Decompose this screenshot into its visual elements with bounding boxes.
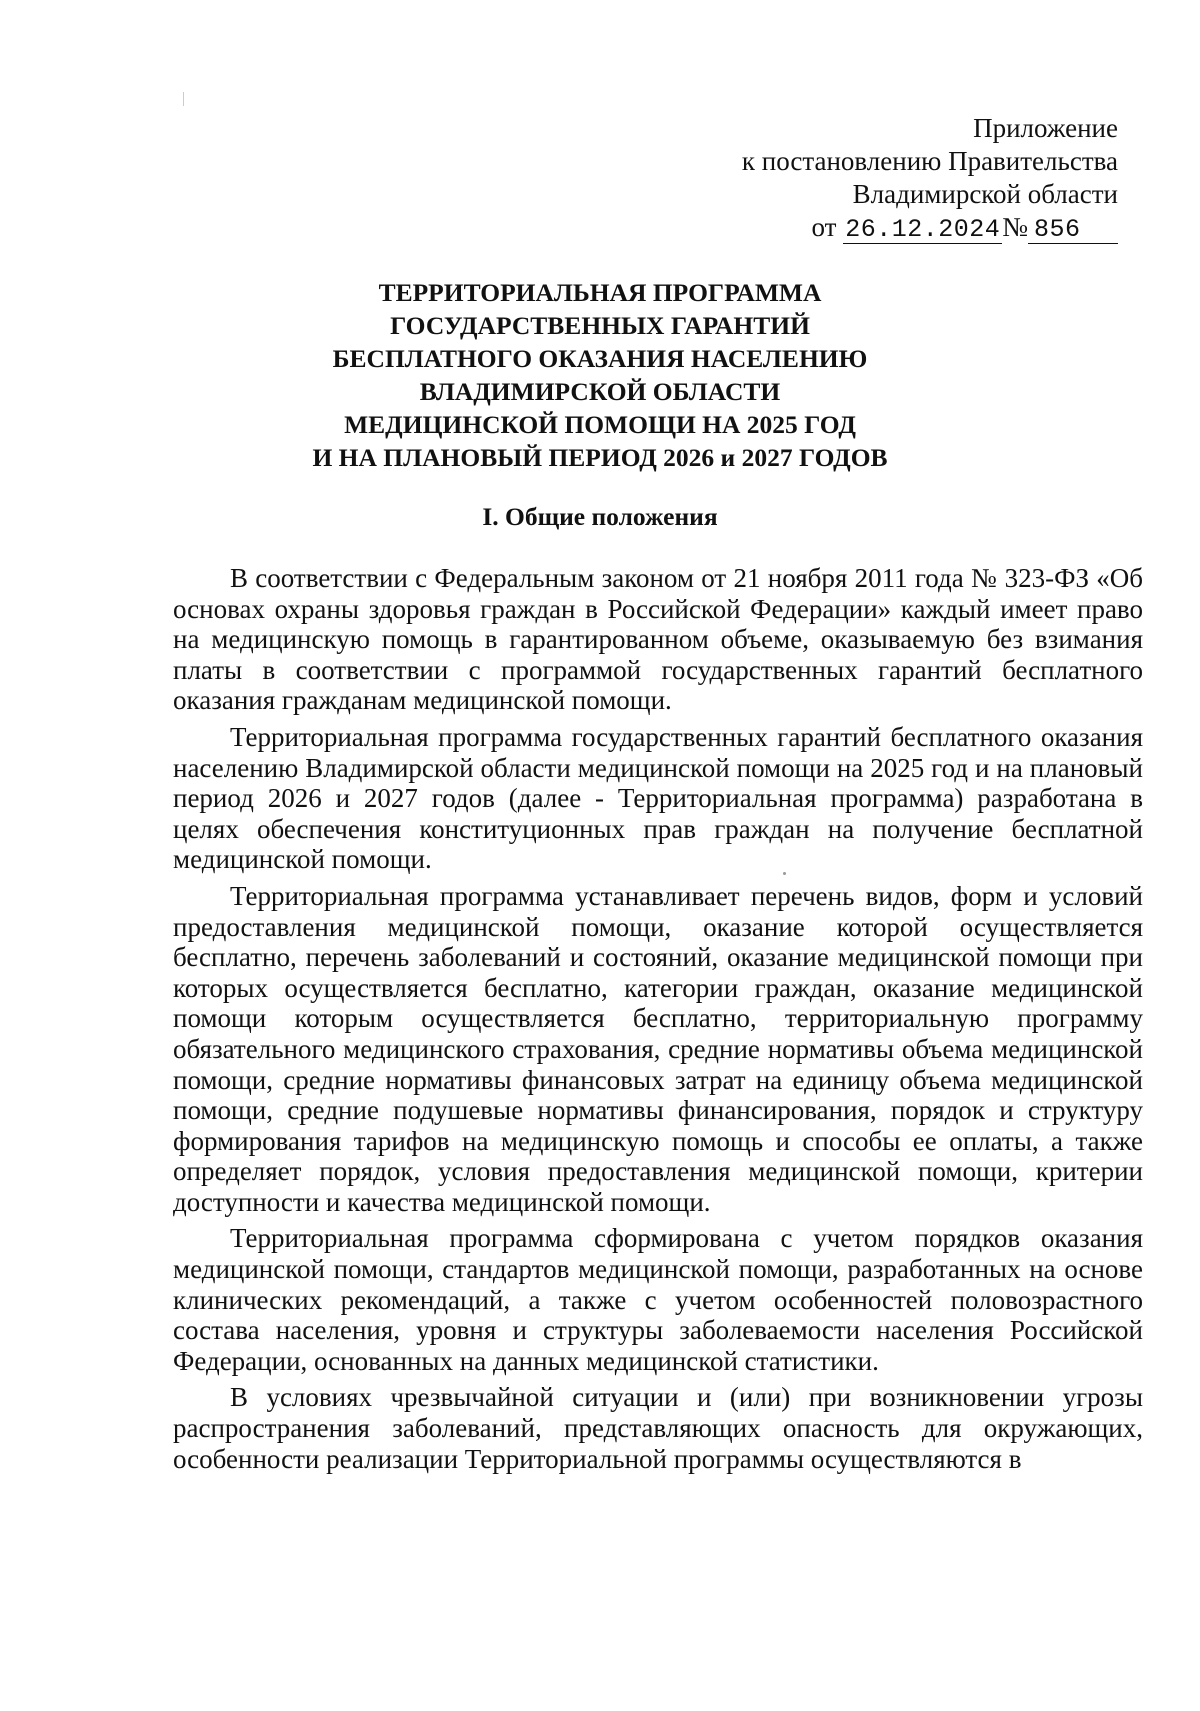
document-title xyxy=(0,276,1200,474)
paragraph: Территориальная программа государственных гарантий бесплатного оказания населению Владимирской области медицинской помощи на 2025 год и на плановый период 2026 и 2027 годов (далее - Территориальная программа) разработана в целях обеспечения конституционных прав граждан на получение бесплатной медицинской помощи. xyxy=(173,721,1143,875)
paragraph: Территориальная программа устанавливает перечень видов, форм и условий предоставления медицинской помощи, оказание которой осуществляется бесплатно, перечень заболеваний и состояний, оказание медицинской помощи при которых осуществляется бесплатно, категории граждан, оказание медицинской помощи которым осуществляется бесплатно, территориальную программу обязательного медицинского страхования, средние нормативы объема медицинской помощи, средние нормативы финансовых затрат на единицу объема медицинской помощи, средние подушевые нормативы финансирования, порядок и структуру формирования тарифов на медицинскую помощь и способы ее оплаты, а также определяет порядок, условия предоставления медицинской помощи, критерии доступности и качества медицинской помощи. xyxy=(173,880,1143,1217)
paragraph: Территориальная программа сформирована с учетом порядков оказания медицинской помощи, стандартов медицинской помощи, разработанных на основе клинических рекомендаций, а также с учетом особенностей половозрастного состава населения, уровня и структуры заболеваемости населения Российской Федерации, основанных на данных медицинской статистики. xyxy=(173,1223,1143,1376)
title-line: ТЕРРИТОРИАЛЬНАЯ ПРОГРАММА xyxy=(378,278,822,307)
title-line: ГОСУДАРСТВЕННЫХ ГАРАНТИЙ xyxy=(390,311,810,340)
paragraph: В условиях чрезвычайной ситуации и (или) при возникновении угрозы распространения заболеваний, представляющих опасность для окружающих, особенности реализации Территориальной программы осуществляются в xyxy=(173,1382,1143,1474)
scan-mark xyxy=(183,92,184,106)
body-text xyxy=(173,563,1143,1480)
appendix-title: Приложение xyxy=(973,113,1118,143)
appendix-date-line xyxy=(742,211,1118,244)
appendix-block xyxy=(742,112,1118,244)
appendix-date: 26.12.2024 xyxy=(845,215,1001,244)
appendix-date-prefix: от xyxy=(811,212,837,242)
appendix-resolution: к постановлению Правительства xyxy=(741,146,1118,176)
appendix-region: Владимирской области xyxy=(852,179,1118,209)
section-heading: I. Общие положения xyxy=(482,502,718,531)
title-line: И НА ПЛАНОВЫЙ ПЕРИОД 2026 и 2027 ГОДОВ xyxy=(312,443,888,472)
title-line: ВЛАДИМИРСКОЙ ОБЛАСТИ xyxy=(419,377,781,406)
appendix-number: 856 xyxy=(1028,217,1118,244)
title-line: МЕДИЦИНСКОЙ ПОМОЩИ НА 2025 ГОД xyxy=(344,410,856,439)
scan-artifact xyxy=(783,872,786,875)
title-line: БЕСПЛАТНОГО ОКАЗАНИЯ НАСЕЛЕНИЮ xyxy=(332,344,868,373)
paragraph: В соответствии с Федеральным законом от 21 ноября 2011 года № 323-ФЗ «Об основах охраны здоровья граждан в Российской Федерации» каждый имеет право на медицинскую помощь в гарантированном объеме, оказываемую без взимания платы в соответствии с программой государственных гарантий бесплатного оказания гражданам медицинской помощи. xyxy=(173,563,1143,716)
appendix-number-sign: № xyxy=(1002,212,1028,242)
